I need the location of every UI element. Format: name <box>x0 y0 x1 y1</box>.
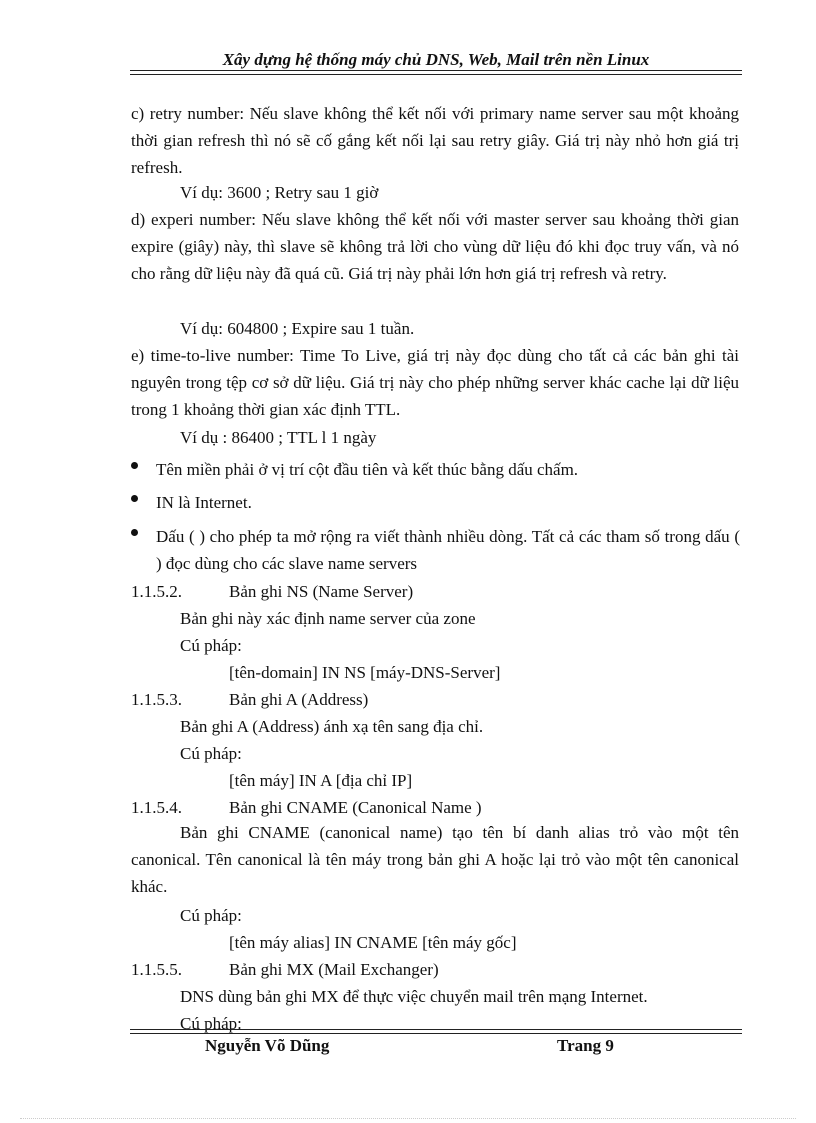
syntax-line: [tên máy alias] IN CNAME [tên máy gốc] <box>229 933 517 952</box>
section-description: Bản ghi CNAME (canonical name) tạo tên bí danh alias trỏ vào một tên canonical. Tên canonical là tên máy trong bản ghi A hoặc lại trỏ vào một tên canonical khác. <box>131 823 739 896</box>
footer-author: Nguyễn Võ Dũng <box>205 1036 330 1055</box>
page-edge <box>20 1118 796 1119</box>
section-description: DNS dùng bản ghi MX để thực việc chuyển mail trên mạng Internet. <box>180 987 648 1006</box>
section-number: 1.1.5.3. <box>131 690 182 709</box>
bullet-item: Tên miền phải ở vị trí cột đầu tiên và kết thúc bằng dấu chấm. <box>156 460 579 479</box>
syntax-label: Cú pháp: <box>180 906 242 925</box>
bullet-icon <box>131 529 138 536</box>
section-number: 1.1.5.2. <box>131 582 182 601</box>
section-title: Bản ghi A (Address) <box>229 690 369 709</box>
example-expire: Ví dụ: 604800 ; Expire sau 1 tuần. <box>180 319 415 338</box>
footer-rule <box>130 1029 742 1034</box>
example-ttl: Ví dụ : 86400 ; TTL l 1 ngày <box>180 428 377 447</box>
paragraph-expire: d) experi number: Nếu slave không thể kết nối với master server sau khoảng thời gian expire (giây) này, thì slave sẽ không trả lời cho vùng dữ liệu đó khi đọc truy vấn, và nó cho rằng dữ liệu này đã quá cũ. Giá trị này phải lớn hơn giá trị refresh và retry. <box>131 210 739 283</box>
bullet-icon <box>131 462 138 469</box>
section-title: Bản ghi NS (Name Server) <box>229 582 414 601</box>
paragraph-ttl: e) time-to-live number: Time To Live, giá trị này đọc dùng cho tất cả các bản ghi tài nguyên trong tệp cơ sở dữ liệu. Giá trị này cho phép những server khác cache lại dữ liệu trong 1 khoảng thời gian xác định TTL. <box>131 346 739 419</box>
section-title: Bản ghi CNAME (Canonical Name ) <box>229 798 482 817</box>
syntax-line: [tên máy] IN A [địa chỉ IP] <box>229 771 413 790</box>
section-description: Bản ghi A (Address) ánh xạ tên sang địa chỉ. <box>180 717 484 736</box>
section-number: 1.1.5.4. <box>131 798 182 817</box>
syntax-label: Cú pháp: <box>180 744 242 763</box>
syntax-line: [tên-domain] IN NS [máy-DNS-Server] <box>229 663 501 682</box>
bullet-item: IN là Internet. <box>156 493 252 512</box>
footer-page-number: Trang 9 <box>557 1036 614 1055</box>
bullet-icon <box>131 495 138 502</box>
section-title: Bản ghi MX (Mail Exchanger) <box>229 960 439 979</box>
example-retry: Ví dụ: 3600 ; Retry sau 1 giờ <box>180 183 379 202</box>
section-number: 1.1.5.5. <box>131 960 182 979</box>
page-header-title: Xây dựng hệ thống máy chủ DNS, Web, Mail trên nền Linux <box>222 50 650 69</box>
paragraph-retry: c) retry number: Nếu slave không thể kết nối với primary name server sau một khoảng thời gian refresh thì nó sẽ cố gắng kết nối lại sau retry giây. Giá trị này nhỏ hơn giá trị refresh. <box>131 104 739 177</box>
section-description: Bản ghi này xác định name server của zone <box>180 609 476 628</box>
syntax-label: Cú pháp: <box>180 636 242 655</box>
syntax-label: Cú pháp: <box>180 1014 242 1033</box>
bullet-item: Dấu ( ) cho phép ta mở rộng ra viết thành nhiều dòng. Tất cả các tham số trong dấu ( ) đọc dùng cho các slave name servers <box>156 527 740 573</box>
header-rule <box>130 70 742 75</box>
